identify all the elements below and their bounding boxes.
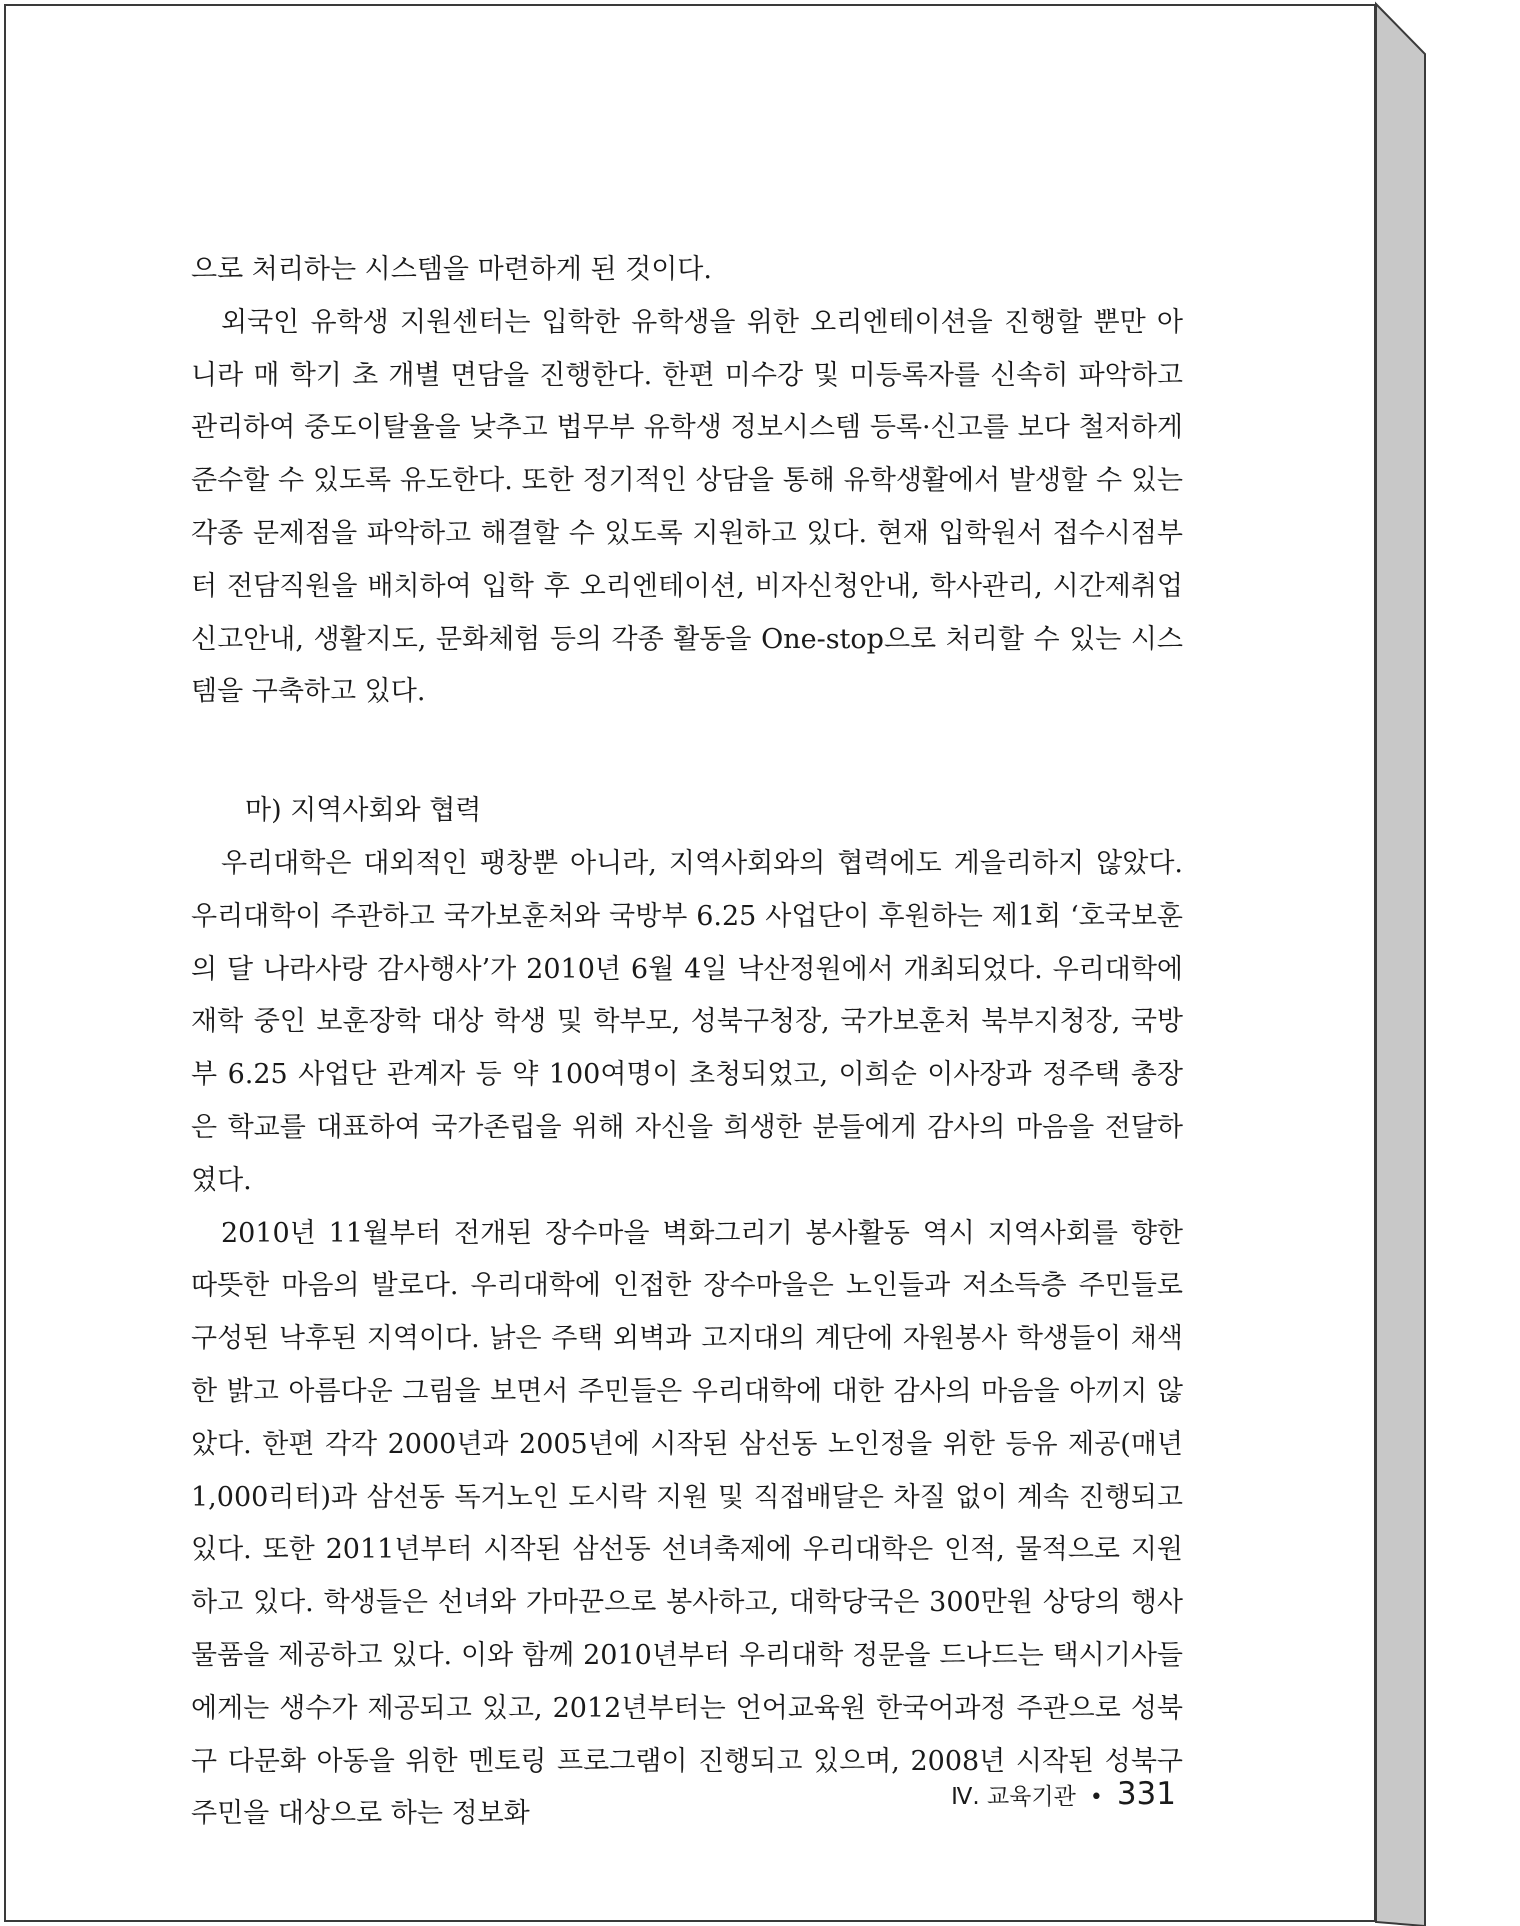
paragraph-continuation: 으로 처리하는 시스템을 마련하게 된 것이다. <box>191 254 712 285</box>
paragraph-student-support: 외국인 유학생 지원센터는 입학한 유학생을 위한 오리엔테이션을 진행할 뿐만 아니라 매 학기 초 개별 면담을 진행한다. 한편 미수강 및 미등록자를 신속히 파악하고 관리하여 중도이탈율을 낮추고 법무부 유학생 정보시스템 등록·신고를 보다 철저하게 준수할 수 있도록 유도한다. 또한 정기적인 상담을 통해 유학생활에서 발생할 수 있는 각종 문제점을 파악하고 해결할 수 있도록 지원하고 있다. 현재 입학원서 접수시점부터 전담직원을 배치하여 입학 후 오리엔테이션, 비자신청안내, 학사관리, 시간제취업 신고안내, 생활지도, 문화체험 등의 각종 활동을 One-stop으로 처리할 수 있는 시스템을 구축하고 있다. <box>191 306 1183 708</box>
document-page <box>4 4 1376 1922</box>
page-content <box>191 244 1183 1841</box>
footer-chapter-title: Ⅳ. 교육기관 <box>951 1784 1076 1810</box>
page-footer <box>951 1776 1176 1812</box>
footer-bullet: • <box>1089 1785 1103 1810</box>
page-number: 331 <box>1116 1776 1176 1812</box>
page-stack-side <box>1376 4 1425 1926</box>
paragraph-volunteer-activities: 2010년 11월부터 전개된 장수마을 벽화그리기 봉사활동 역시 지역사회를 향한 따뜻한 마음의 발로다. 우리대학에 인접한 장수마을은 노인들과 저소득층 주민들로 구성된 낙후된 지역이다. 낡은 주택 외벽과 고지대의 계단에 자원봉사 학생들이 채색한 밝고 아름다운 그림을 보면서 주민들은 우리대학에 대한 감사의 마음을 아끼지 않았다. 한편 각각 2000년과 2005년에 시작된 삼선동 노인정을 위한 등유 제공(매년 1,000리터)과 삼선동 독거노인 도시락 지원 및 직접배달은 차질 없이 계속 진행되고 있다. 또한 2011년부터 시작된 삼선동 선녀축제에 우리대학은 인적, 물적으로 지원하고 있다. 학생들은 선녀와 가마꾼으로 봉사하고, 대학당국은 300만원 상당의 행사물품을 제공하고 있다. 이와 함께 2010년부터 우리대학 정문을 드나드는 택시기사들에게는 생수가 제공되고 있고, 2012년부터는 언어교육원 한국어과정 주관으로 성북구 다문화 아동을 위한 멘토링 프로그램이 진행되고 있으며, 2008년 시작된 성북구 주민을 대상으로 하는 정보화 <box>191 1217 1183 1830</box>
section-heading: 마) 지역사회와 협력 <box>245 795 482 827</box>
paragraph-community-cooperation: 우리대학은 대외적인 팽창뿐 아니라, 지역사회와의 협력에도 게을리하지 않았다. 우리대학이 주관하고 국가보훈처와 국방부 6.25 사업단이 후원하는 제1회 ‘호국보훈의 달 나라사랑 감사행사’가 2010년 6월 4일 낙산정원에서 개최되었다. 우리대학에 재학 중인 보훈장학 대상 학생 및 학부모, 성북구청장, 국가보훈처 북부지청장, 국방부 6.25 사업단 관계자 등 약 100여명이 초청되었고, 이희순 이사장과 정주택 총장은 학교를 대표하여 국가존립을 위해 자신을 희생한 분들에게 감사의 마음을 전달하였다. <box>191 847 1183 1196</box>
